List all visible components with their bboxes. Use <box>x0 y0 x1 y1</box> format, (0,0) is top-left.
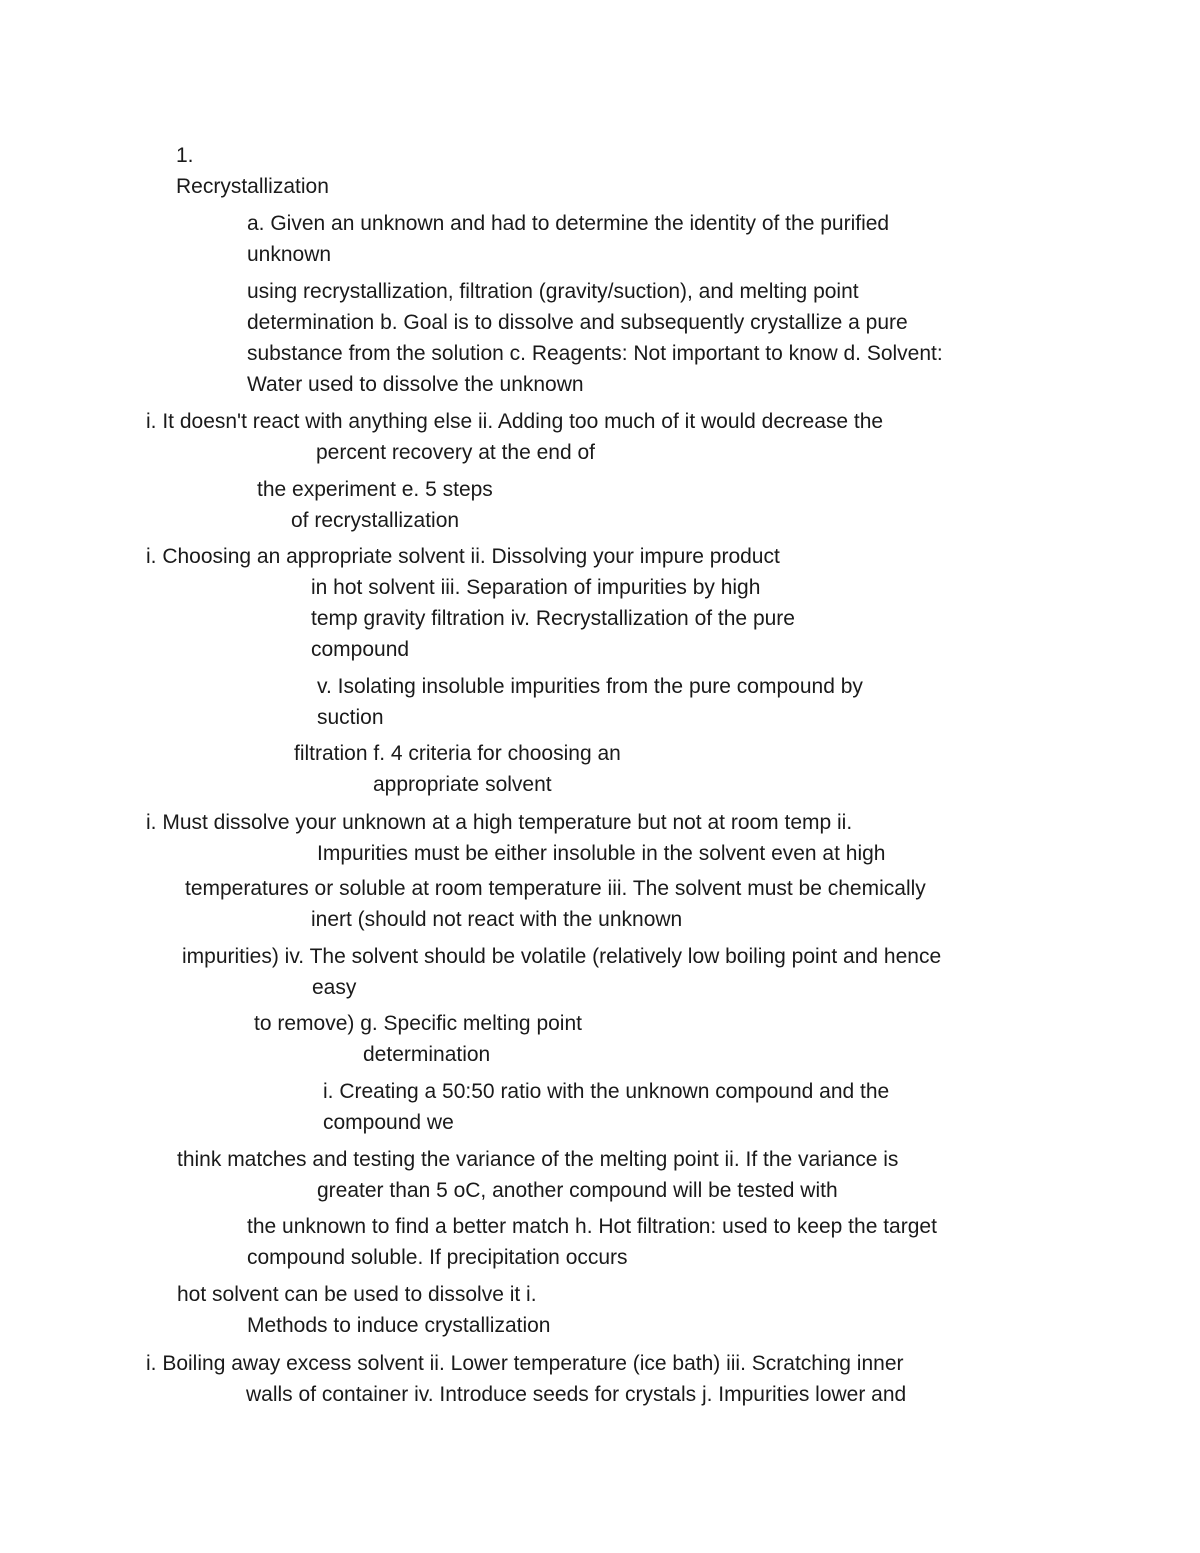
text-line: the unknown to find a better match h. Hot filtration: used to keep the target <box>247 1215 937 1238</box>
text-line: impurities) iv. The solvent should be volatile (relatively low boiling point and hence <box>182 945 942 968</box>
text-line: determination <box>363 1043 491 1066</box>
text-line: a. Given an unknown and had to determine the identity of the purified <box>247 212 890 235</box>
text-line: substance from the solution c. Reagents: Not important to know d. Solvent: <box>247 342 943 365</box>
text-line: to remove) g. Specific melting point <box>254 1012 582 1035</box>
text-line: percent recovery at the end of <box>316 441 595 464</box>
text-line: filtration f. 4 criteria for choosing an <box>294 742 621 765</box>
text-line: appropriate solvent <box>373 773 552 796</box>
text-line: easy <box>312 976 357 999</box>
text-line: using recrystallization, filtration (gravity/suction), and melting point <box>247 280 859 303</box>
text-line: i. It doesn't react with anything else ii. Adding too much of it would decrease the <box>146 410 884 433</box>
text-line: the experiment e. 5 steps <box>257 478 493 501</box>
text-line: Methods to induce crystallization <box>247 1314 551 1337</box>
text-line: unknown <box>247 243 332 266</box>
text-line: inert (should not react with the unknown <box>311 908 683 931</box>
text-line: i. Must dissolve your unknown at a high temperature but not at room temp ii. <box>146 811 853 834</box>
text-line: 1. <box>176 144 194 167</box>
text-line: determination b. Goal is to dissolve and subsequently crystallize a pure <box>247 311 908 334</box>
text-line: i. Choosing an appropriate solvent ii. Dissolving your impure product <box>146 545 780 568</box>
text-line: walls of container iv. Introduce seeds for crystals j. Impurities lower and <box>246 1383 907 1406</box>
text-line: in hot solvent iii. Separation of impurities by high <box>311 576 761 599</box>
text-line: i. Boiling away excess solvent ii. Lower temperature (ice bath) iii. Scratching inner <box>146 1352 904 1375</box>
text-line: i. Creating a 50:50 ratio with the unknown compound and the <box>323 1080 890 1103</box>
text-line: temp gravity filtration iv. Recrystallization of the pure <box>311 607 795 630</box>
section-heading: Recrystallization <box>176 175 329 198</box>
text-line: greater than 5 oC, another compound will be tested with <box>317 1179 838 1202</box>
text-line: of recrystallization <box>291 509 460 532</box>
text-line: v. Isolating insoluble impurities from the pure compound by <box>317 675 863 698</box>
text-line: compound <box>311 638 410 661</box>
text-line: Impurities must be either insoluble in the solvent even at high <box>317 842 886 865</box>
text-line: Water used to dissolve the unknown <box>247 373 584 396</box>
text-line: suction <box>317 706 384 729</box>
text-line: think matches and testing the variance of the melting point ii. If the variance is <box>177 1148 899 1171</box>
text-line: compound we <box>323 1111 454 1134</box>
text-line: hot solvent can be used to dissolve it i. <box>177 1283 537 1306</box>
text-line: compound soluble. If precipitation occurs <box>247 1246 628 1269</box>
text-line: temperatures or soluble at room temperature iii. The solvent must be chemically <box>185 877 926 900</box>
